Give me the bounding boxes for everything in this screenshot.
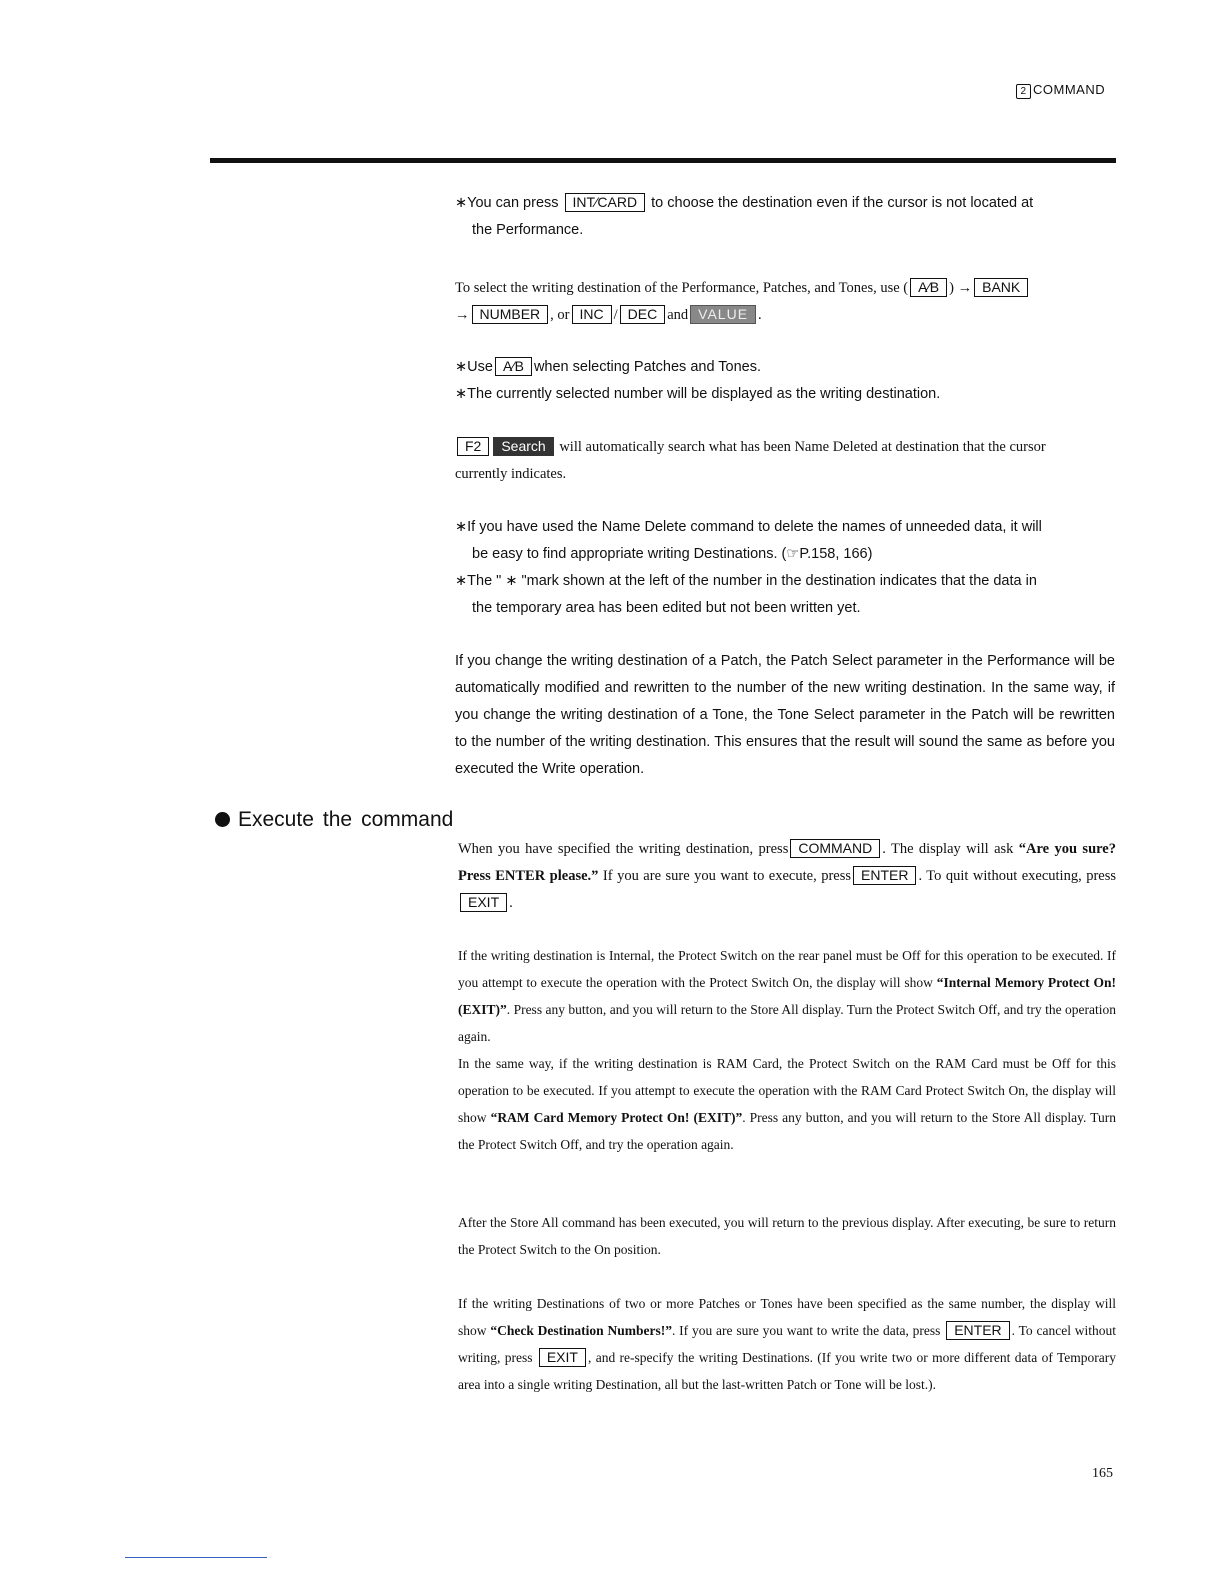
page-number: 165 [1092,1466,1113,1481]
exit-key: EXIT [460,893,507,912]
f2-key: F2 [457,437,489,456]
enter-key: ENTER [853,866,916,885]
header-rule [210,158,1116,163]
enter-key: ENTER [946,1321,1009,1340]
search-function-note: F2 Search will automatically search what has been Name Deleted at destination that the cursor currently indicates. [455,438,1046,482]
ab-key: A⁄B [495,357,532,376]
exit-key: EXIT [539,1348,586,1367]
bank-key: BANK [974,278,1028,297]
inc-key: INC [572,305,612,324]
dec-key: DEC [620,305,666,324]
destination-change-paragraph: If you change the writing destination of a Patch, the Patch Select parameter in the Performance will be automatically modified and rewritten to the number of the new writing destination. In the same way, if you change the writing destination of a Tone, the Tone Select parameter in the Patch will be rewritten to the number of the writing destination. This ensures that the result will sound the same as before you executed the Write operation. [455,653,1115,777]
duplicate-destination-paragraph: If the writing Destinations of two or more Patches or Tones have been specified as the same number, the display will show “Check Destination Numbers!”. If you are sure you want to write the data, press ENTER . To cancel without writing, press EXIT , and re-specify the writing Destinations. (If you write two or more different data of Temporary area into a single writing Destination, all but the last-written Patch or Tone will be lost.). [458,1296,1117,1392]
note-ab-usage: ∗Use A⁄B when selecting Patches and Tones. ∗The currently selected number will be displayed as the writing destination. [455,358,941,402]
search-key: Search [493,437,553,456]
check-destination-message: “Check Destination Numbers!” [490,1323,672,1338]
chapter-title: COMMAND [1033,82,1106,97]
bullet-icon [215,812,230,827]
confirm-message: “Are you sure? Press ENTER please.” [458,841,1116,884]
number-key: NUMBER [472,305,549,324]
value-dial-key: VALUE [690,305,756,324]
int-card-key: INT⁄CARD [565,193,646,212]
ab-key: A⁄B [910,278,947,297]
protect-switch-paragraph: If the writing destination is Internal, the Protect Switch on the rear panel must be Off for this operation to be executed. If you attempt to execute the operation with the Protect Switch On, the display will show “Internal Memory Protect On! (EXIT)”. Press any button, and you will return to the Store All display. Turn the Protect Switch Off, and try the operation again. In the same way, if the writing destination is RAM Card, the Protect Switch on the RAM Card must be Off for this operation to be executed. If you attempt to execute the operation with the RAM Card Protect Switch On, the display will show “RAM Card Memory Protect On! (EXIT)”. Press any button, and you will return to the Store All display. Turn the Protect Switch Off, and try the operation again. [458,948,1117,1152]
execute-instructions: When you have specified the writing destination, press COMMAND . The display will ask “Are you sure? Press ENTER please.” If you are sure you want to execute, press ENTER . To quit without executing, pressEXIT . [458,840,1116,911]
internal-protect-message: “Internal Memory Protect On! (EXIT)” [458,975,1117,1017]
running-header [1016,82,1105,99]
command-key: COMMAND [790,839,880,858]
ramcard-protect-message: “RAM Card Memory Protect On! (EXIT)” [490,1110,743,1125]
note-int-card: ∗You can press INT⁄CARD to choose the destination even if the cursor is not located at the Performance. [455,194,1034,238]
select-destination-instructions: To select the writing destination of the Performance, Patches, and Tones, use ( A⁄B ) → BANK → NUMBER , or INC / DEC and VALUE . [455,275,1115,329]
chapter-number-badge: 2 [1016,84,1031,99]
after-store-all-paragraph: After the Store All command has been executed, you will return to the previous display. After executing, be sure to return the Protect Switch to the On position. [458,1215,1116,1257]
section-heading-execute: Execute the command [215,808,453,832]
name-delete-notes: ∗If you have used the Name Delete command to delete the names of unneeded data, it will be easy to find appropriate writing Destinations. (☞P.158, 166) ∗The " ∗ "mark shown at the left of the number in the destination indicates that the data in the temporary area has been edited but not been written yet. [455,519,1042,616]
footer-line [125,1557,267,1558]
